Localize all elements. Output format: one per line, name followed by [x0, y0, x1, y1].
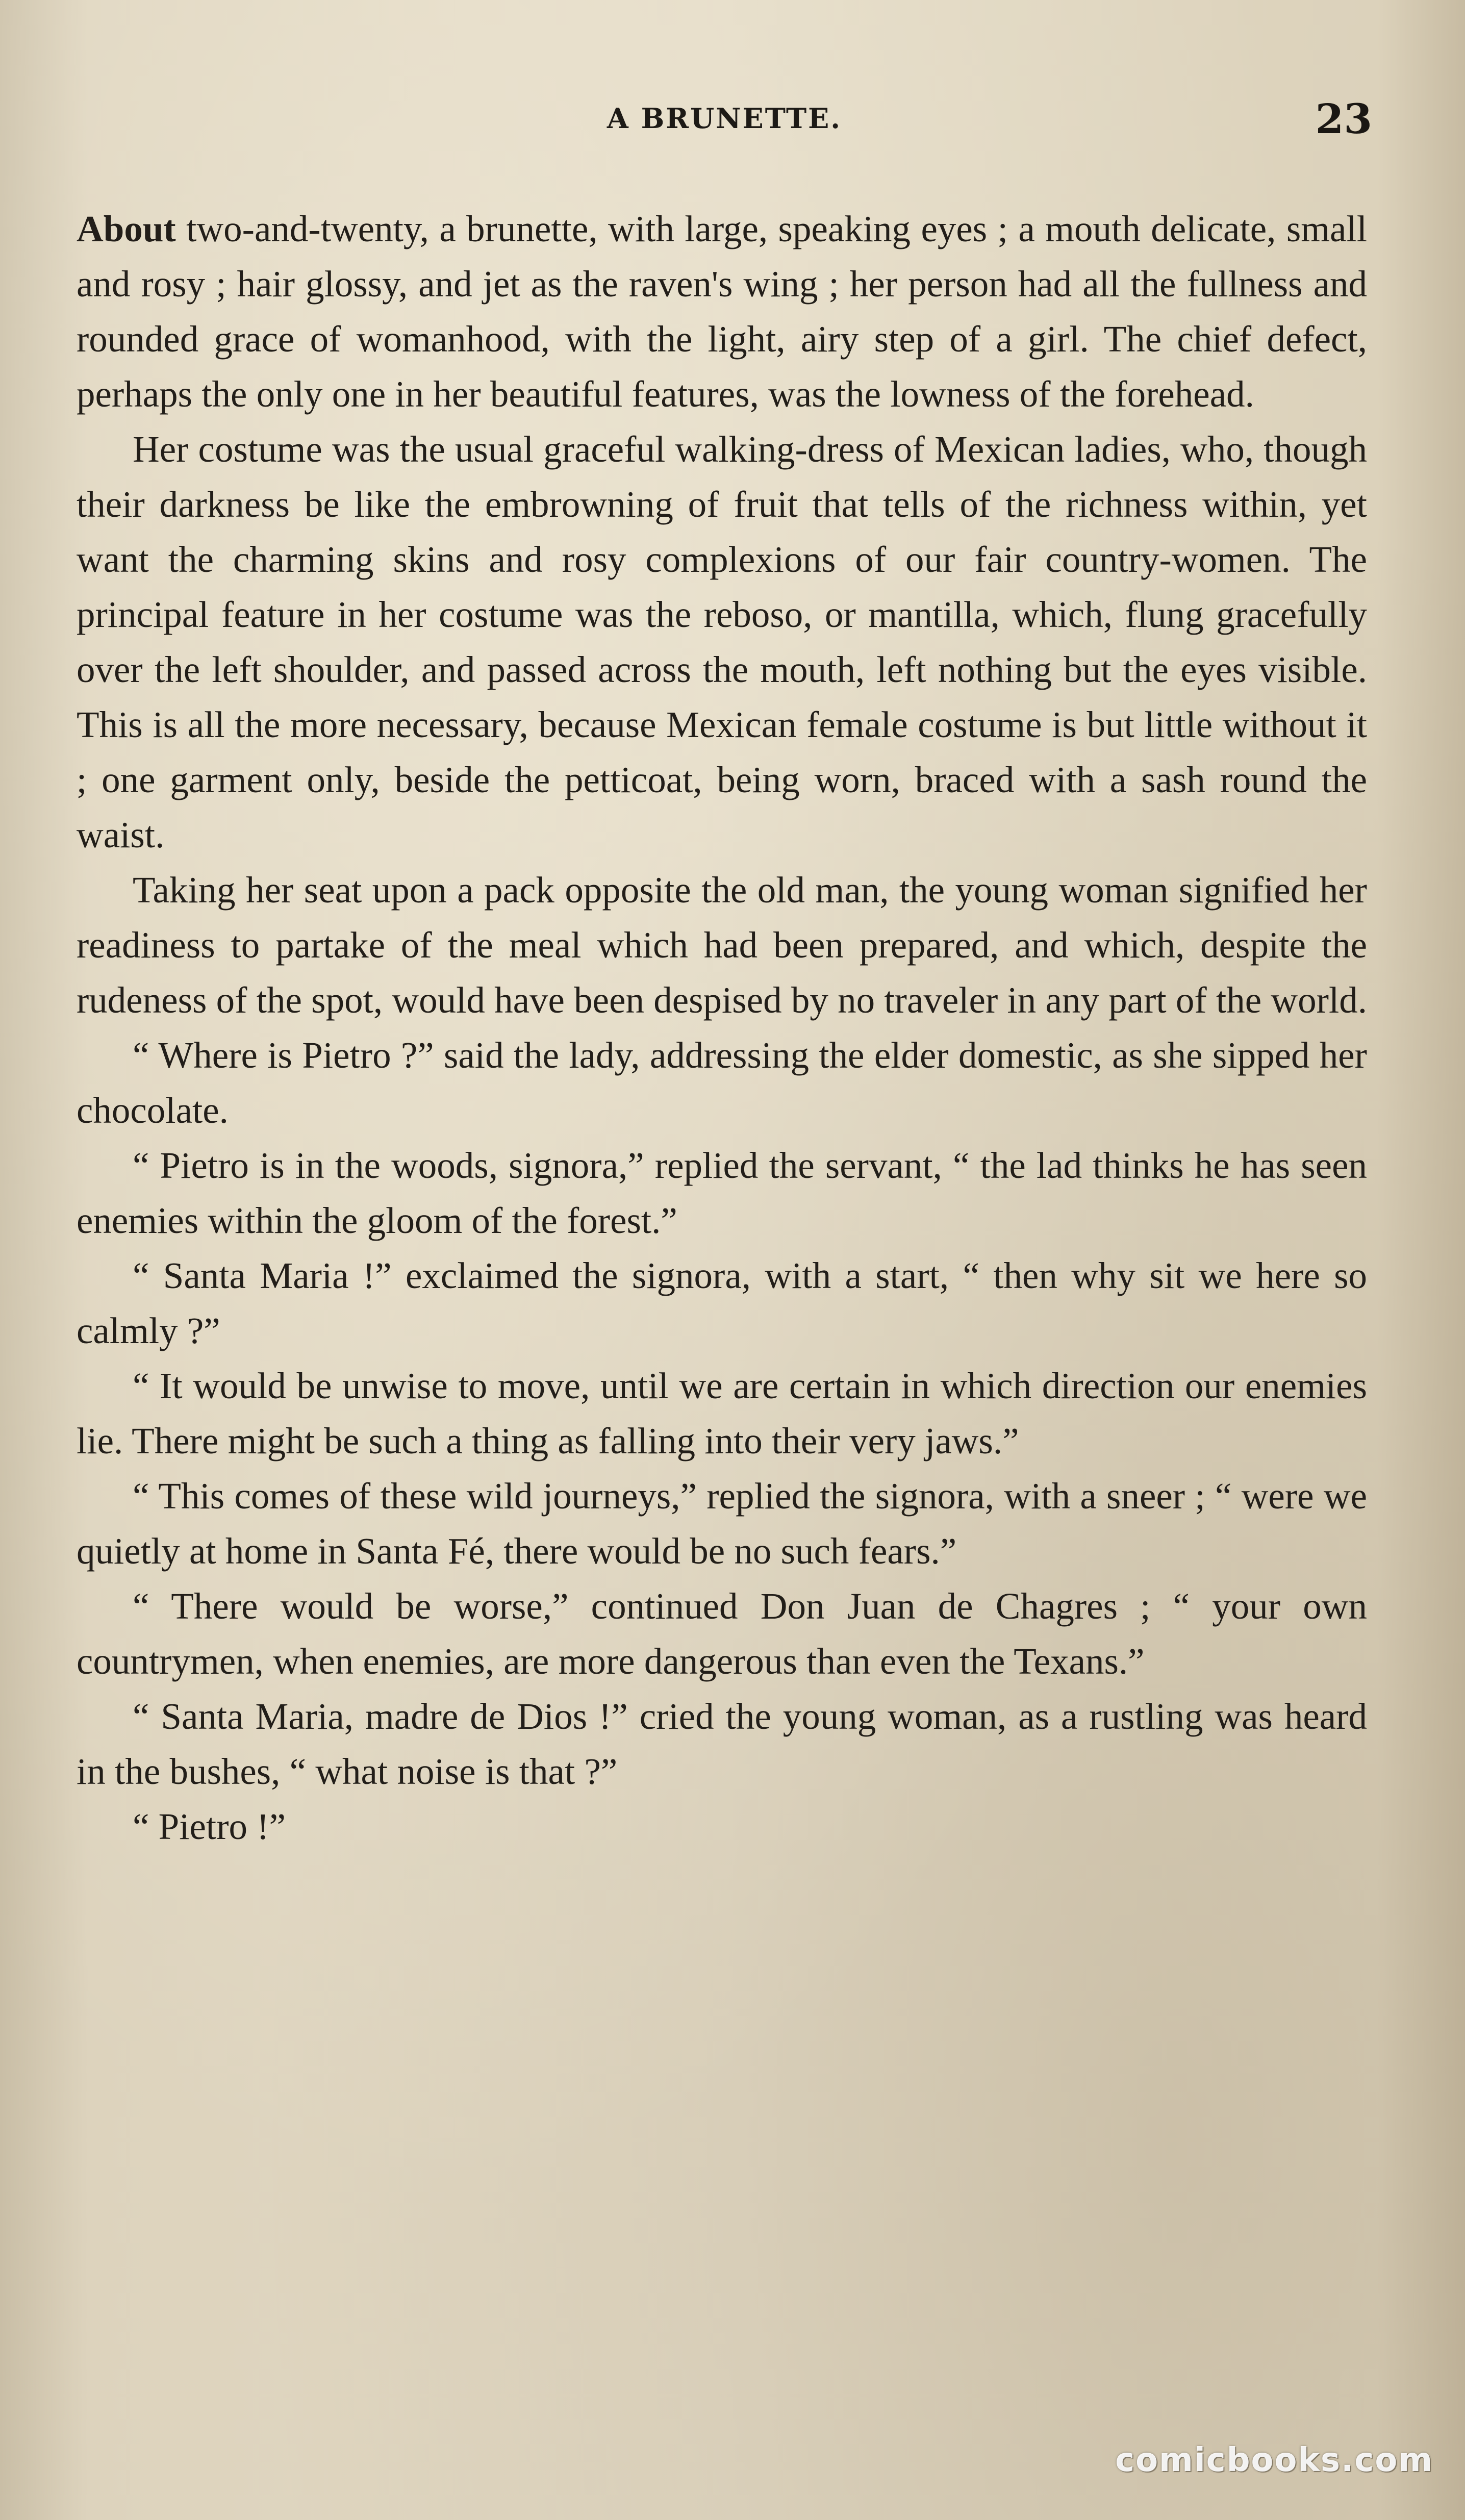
paragraph-text: “ Pietro is in the woods, signora,” replied the servant, “ the lad thinks he has seen enemies within the gloom of the forest.” [77, 1145, 1367, 1241]
paragraph [77, 863, 1367, 1028]
dialogue-paragraph [77, 1358, 1367, 1469]
dialogue-paragraph [77, 1028, 1367, 1138]
paragraph [77, 422, 1367, 863]
dialogue-paragraph [77, 1799, 1367, 1854]
paragraph-text: Taking her seat upon a pack opposite the old man, the young woman signified her readiness to partake of the meal which had been prepared, and which, despite the rudeness of the spot, would have been despised by no traveler in any part of the world. [77, 869, 1367, 1021]
paragraph-lead-word: About [77, 208, 176, 249]
dialogue-paragraph [77, 1138, 1367, 1248]
paragraph-text: “ Where is Pietro ?” said the lady, addressing the elder domestic, as she sipped her chocolate. [77, 1035, 1367, 1131]
paragraph-text: “ This comes of these wild journeys,” replied the signora, with a sneer ; “ were we quietly at home in Santa Fé, there would be no such fears.” [77, 1475, 1367, 1572]
page-number: 23 [1315, 95, 1372, 143]
paragraph-text: “ Santa Maria !” exclaimed the signora, with a start, “ then why sit we here so calmly ?” [77, 1255, 1367, 1351]
dialogue-paragraph [77, 1579, 1367, 1689]
dialogue-paragraph [77, 1248, 1367, 1358]
paragraph [77, 201, 1367, 422]
paragraph-text: “ Santa Maria, madre de Dios !” cried the young woman, as a rustling was heard in the bushes, “ what noise is that ?” [77, 1696, 1367, 1792]
paragraph-text: “ Pietro !” [133, 1806, 286, 1847]
watermark-text: comicbooks.com [1115, 2441, 1433, 2479]
paragraph-text: Her costume was the usual graceful walking-dress of Mexican ladies, who, though their darkness be like the embrowning of fruit that tells of the richness within, yet want the charming skins and rosy complexions of our fair country-women. The principal feature in her costume was the reboso, or mantilla, which, flung gracefully over the left shoulder, and passed across the mouth, left nothing but the eyes visible. This is all the more necessary, because Mexican female costume is but little without it ; one garment only, beside the petticoat, being worn, braced with a sash round the waist. [77, 429, 1367, 855]
dialogue-paragraph [77, 1689, 1367, 1799]
paragraph-text: “ It would be unwise to move, until we are certain in which direction our enemies lie. There might be such a thing as falling into their very jaws.” [77, 1365, 1367, 1461]
paragraph-text: “ There would be worse,” continued Don Juan de Chagres ; “ your own countrymen, when enemies, are more dangerous than even the Texans.” [77, 1585, 1367, 1682]
paragraph-text: two-and-twenty, a brunette, with large, speaking eyes ; a mouth delicate, small and rosy ; hair glossy, and jet as the raven's wing ; her person had all the fullness and rounded grace of womanhood, with the light, airy step of a girl. The chief defect, perhaps the only one in her beautiful features, was the lowness of the forehead. [77, 208, 1367, 415]
dialogue-paragraph [77, 1469, 1367, 1579]
running-title: A BRUNETTE. [607, 102, 842, 135]
body-text [77, 201, 1367, 1854]
page-header [77, 95, 1372, 158]
